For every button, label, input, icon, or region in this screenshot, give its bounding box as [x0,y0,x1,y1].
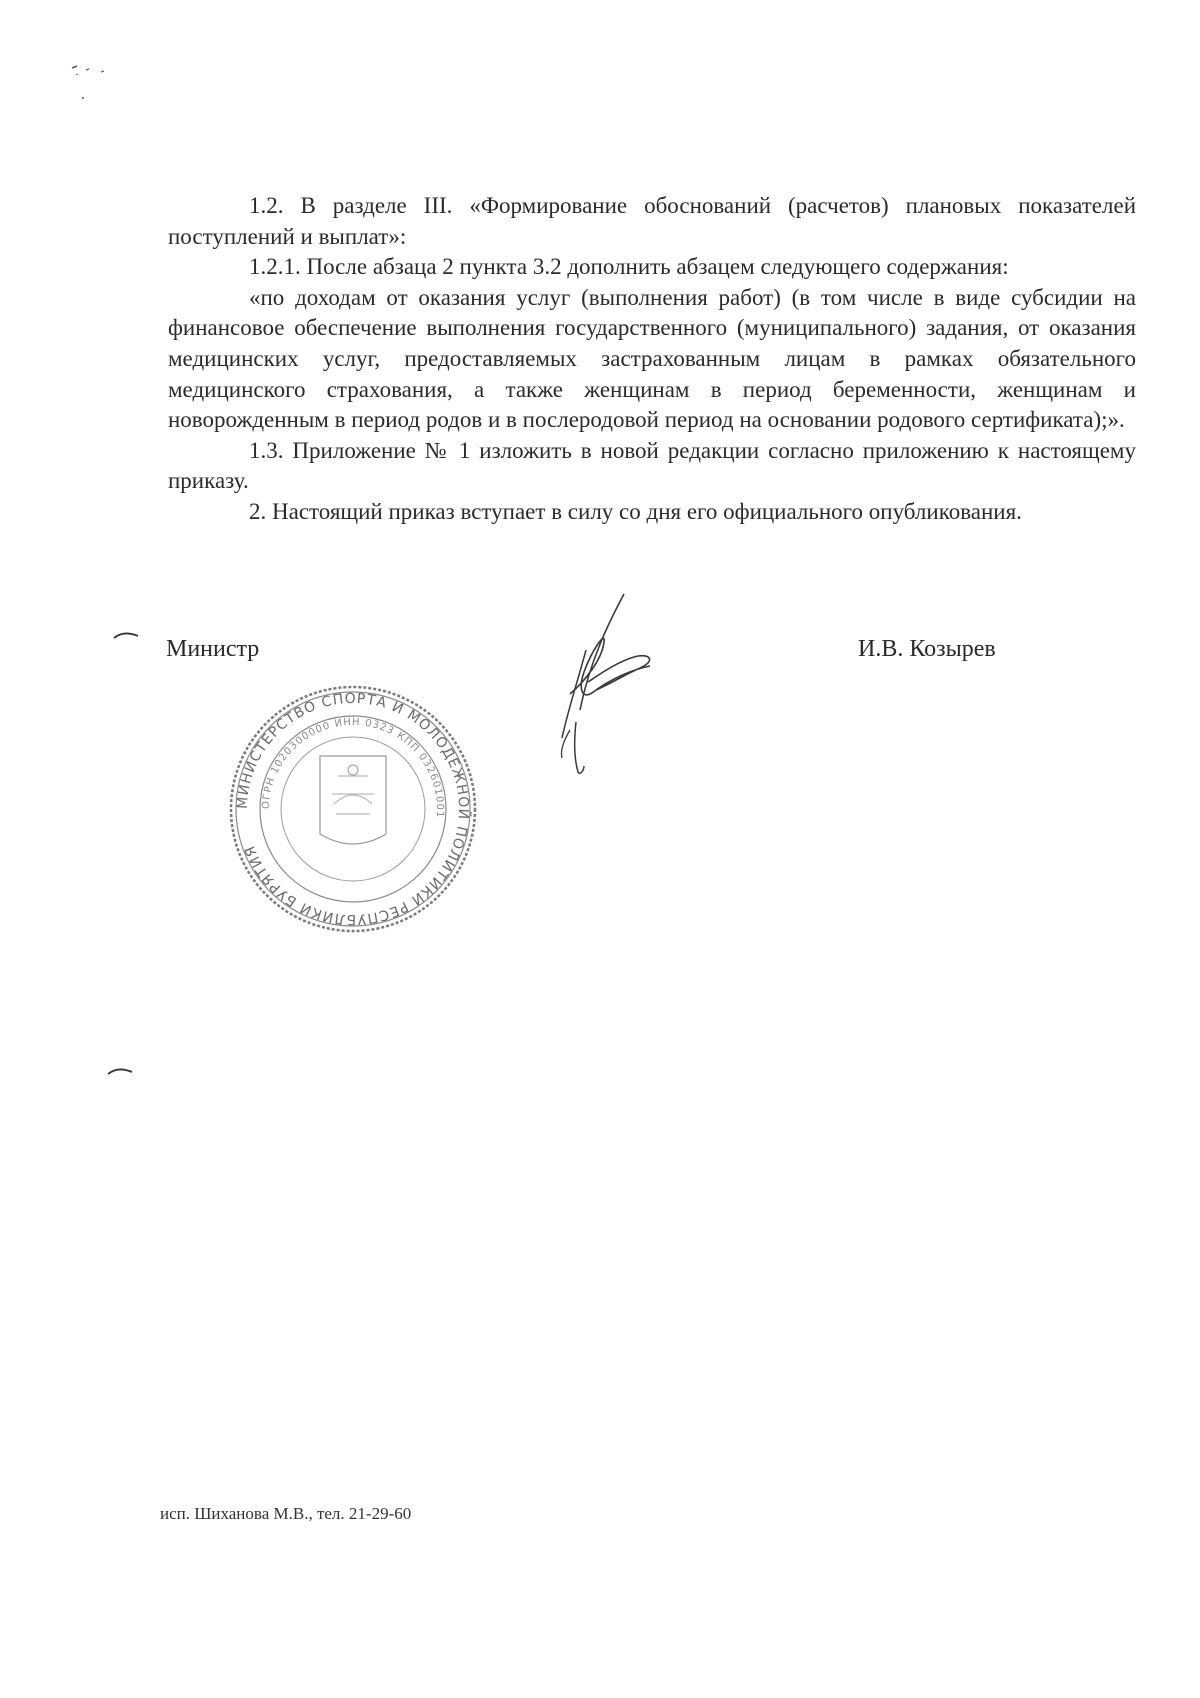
official-seal-stamp [228,684,478,934]
scan-artifact-top-left [70,60,140,110]
paragraph-2: 2. Настоящий приказ вступает в силу со дня его официального опубликования. [249,498,1022,524]
signatory-name: И.В. Козырев [858,636,996,662]
handwritten-signature [540,590,670,780]
document-body [168,191,1136,528]
paragraph-1-3: 1.3. Приложение № 1 изложить в новой редакции согласно приложению к настоящему приказу. [168,437,1136,494]
svg-text:МИНИСТЕРСТВО СПОРТА И МОЛОДЕЖН: МИНИСТЕРСТВО СПОРТА И МОЛОДЕЖНОЙ ПОЛИТИКИ РЕСПУБЛИКИ БУРЯТИЯ [234,690,472,928]
executor-contact-note: исп. Шиханова М.В., тел. 21-29-60 [160,1504,412,1523]
paragraph-inserted-text: «по доходам от оказания услуг (выполнения работ) (в том числе в виде субсидии на финансовое обеспечение выполнения государственного (муниципального) задания, от оказания медицинских услуг, предоставляемых застрахованным лицам в рамках обязательного медицинского страхования, а также женщинам в период беременности, женщинам и новорожденным в период родов и в послеродовой период на основании родового сертификата);». [168,284,1136,433]
svg-text:ОГРН 1020300000 ИНН 0323 КПП 0: ОГРН 1020300000 ИНН 0323 КПП 032601001 [260,716,446,819]
paragraph-1-2: 1.2. В разделе III. «Формирование обоснований (расчетов) плановых показателей поступлений и выплат»: [168,193,1136,249]
paragraph-1-2-1: 1.2.1. После абзаца 2 пункта 3.2 дополнить абзацем следующего содержания: [249,254,1009,280]
margin-mark-1 [112,628,142,642]
margin-mark-2 [106,1064,136,1078]
signatory-title: Министр [166,636,260,662]
